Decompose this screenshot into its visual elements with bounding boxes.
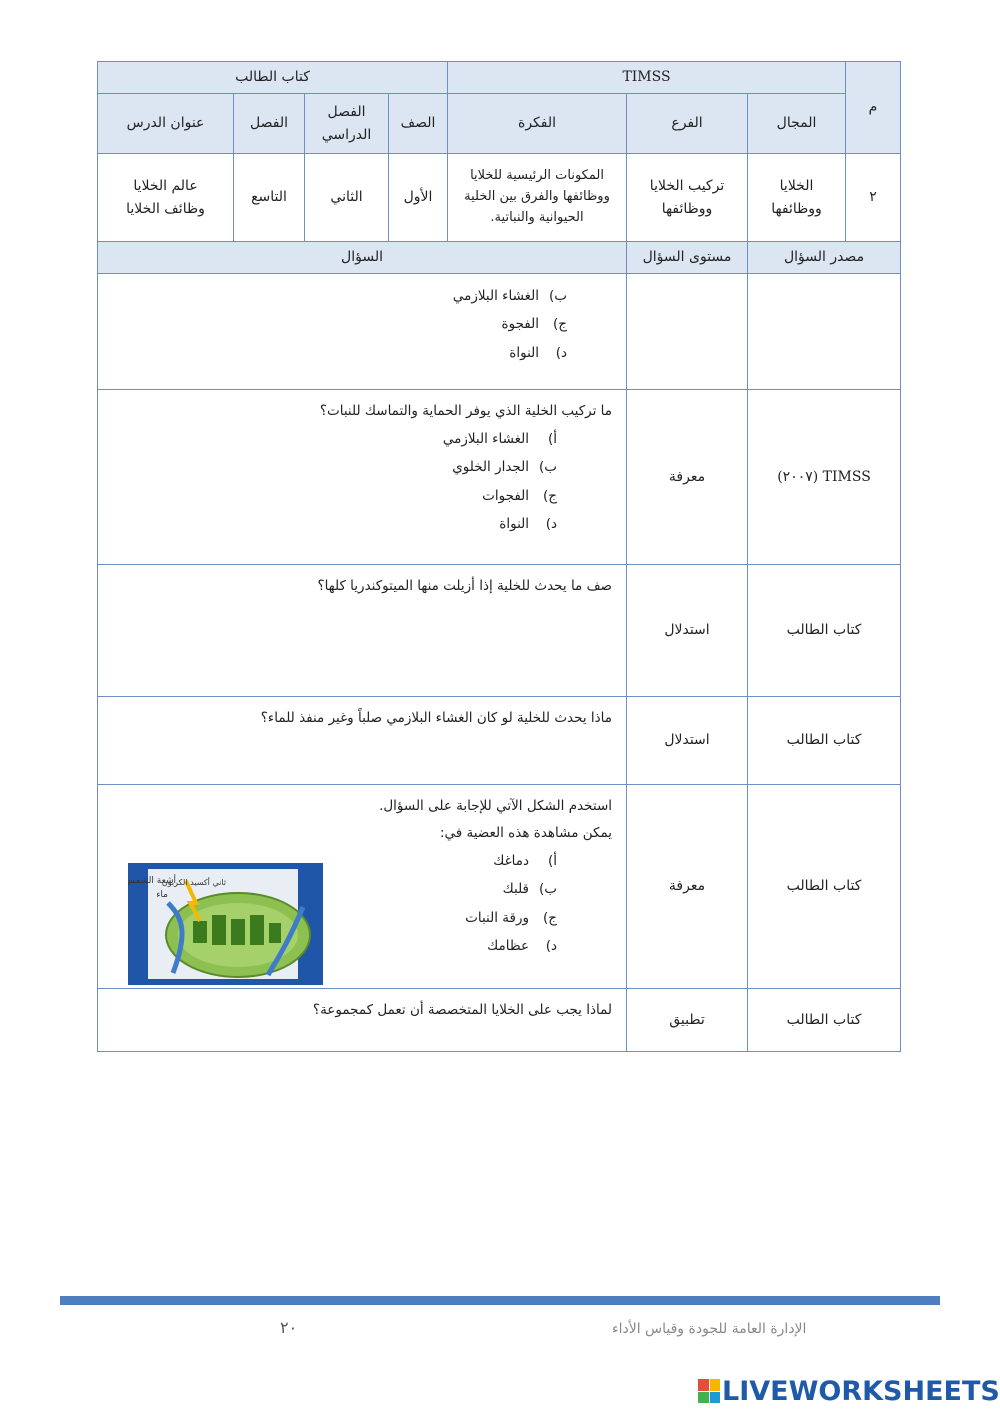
- col-grade-header: الصف: [389, 94, 448, 154]
- source-cell: كتاب الطالب: [748, 697, 901, 785]
- row-number: ٢: [846, 154, 901, 242]
- branch-line-2: ووظائفها: [661, 200, 713, 217]
- footer-organization: الإدارة العامة للجودة وقياس الأداء: [612, 1321, 807, 1337]
- question-table: [97, 61, 901, 1052]
- option: أ)الغشاء البلازمي: [442, 431, 558, 447]
- question-cell: [98, 390, 627, 565]
- idea-line-1: المكونات الرئيسية للخلايا: [470, 168, 604, 184]
- liveworksheets-brand: [698, 1376, 1000, 1406]
- level-cell: معرفة: [627, 785, 748, 989]
- figure-label: ماء: [156, 890, 168, 900]
- option: ب)الغشاء البلازمي: [452, 288, 568, 304]
- figure-label: أشعة الشمس: [128, 876, 176, 886]
- level-cell: تطبيق: [627, 989, 748, 1052]
- level-cell: معرفة: [627, 390, 748, 565]
- source-cell: TIMSS (٢٠٠٧): [748, 390, 901, 565]
- footer-divider: [60, 1296, 940, 1305]
- grade-cell: الأول: [389, 154, 448, 242]
- domain-line-2: ووظائفها: [771, 200, 822, 217]
- chloroplast-figure: [128, 863, 323, 985]
- col-chapter-header: الفصل: [234, 94, 305, 154]
- option: د)النواة: [499, 516, 558, 533]
- source-cell: كتاب الطالب: [748, 785, 901, 989]
- question-cell: [98, 785, 627, 989]
- lesson-line-2: وظائف الخلايا: [126, 200, 205, 217]
- lesson-line-1: عالم الخلايا: [133, 178, 198, 195]
- question-text: لماذا يجب على الخلايا المتخصصة أن تعمل كمجموعة؟: [312, 1002, 613, 1018]
- question-header: السؤال: [98, 242, 627, 274]
- question-text: صف ما يحدث للخلية إذا أزيلت منها الميتوكندريا كلها؟: [317, 578, 613, 594]
- source-header: مصدر السؤال: [748, 242, 901, 274]
- branch-line-1: تركيب الخلايا: [649, 178, 725, 195]
- option: ج)الفجوات: [482, 487, 558, 504]
- source-cell: كتاب الطالب: [748, 989, 901, 1052]
- idea-line-2: ووظائفها والفرق بين الخلية: [464, 189, 610, 205]
- liveworksheets-logo-icon: [698, 1379, 720, 1403]
- col-semester-header: الفصل الدراسي: [305, 94, 389, 154]
- figure-label: ثاني أكسيد الكربون: [161, 878, 226, 887]
- question-text: ما تركيب الخلية الذي يوفر الحماية والتماسك للنبات؟: [319, 403, 613, 419]
- option: أ)دماغك: [493, 853, 558, 869]
- source-cell: [748, 274, 901, 390]
- lesson-cell: [98, 154, 234, 242]
- option: ب)الجدار الخلوي: [452, 459, 558, 476]
- question-subtext: يمكن مشاهدة هذه العضية في:: [439, 825, 613, 841]
- timss-header: TIMSS: [448, 62, 846, 94]
- col-m-header: م: [846, 62, 901, 154]
- option: د)النواة: [509, 344, 568, 361]
- semester-cell: الثاني: [305, 154, 389, 242]
- option: ج)ورقة النبات: [465, 909, 558, 926]
- option: د)عظامك: [487, 938, 558, 955]
- col-branch-header: الفرع: [627, 94, 748, 154]
- option: ج)الفجوة: [501, 316, 568, 333]
- question-cell: [98, 274, 627, 390]
- level-cell: استدلال: [627, 565, 748, 697]
- option: ب)قلبك: [502, 881, 558, 898]
- domain-line-1: الخلايا: [779, 178, 814, 195]
- question-cell: [98, 989, 627, 1052]
- col-lesson-header: عنوان الدرس: [98, 94, 234, 154]
- branch-cell: [627, 154, 748, 242]
- domain-cell: [748, 154, 846, 242]
- col-domain-header: المجال: [748, 94, 846, 154]
- student-book-header: كتاب الطالب: [98, 62, 448, 94]
- idea-cell: [448, 154, 627, 242]
- col-idea-header: الفكرة: [448, 94, 627, 154]
- question-cell: [98, 565, 627, 697]
- question-cell: [98, 697, 627, 785]
- page-number: ٢٠: [280, 1318, 298, 1337]
- chapter-cell: التاسع: [234, 154, 305, 242]
- chloroplast-illustration: [128, 863, 323, 985]
- question-text: استخدم الشكل الآتي للإجابة على السؤال.: [379, 798, 613, 814]
- idea-line-3: الحيوانية والنباتية.: [490, 209, 584, 225]
- level-cell: استدلال: [627, 697, 748, 785]
- level-header: مستوى السؤال: [627, 242, 748, 274]
- level-cell: [627, 274, 748, 390]
- brand-name: LIVEWORKSHEETS: [722, 1375, 1000, 1407]
- source-cell: كتاب الطالب: [748, 565, 901, 697]
- question-text: ماذا يحدث للخلية لو كان الغشاء البلازمي صلباً وغير منفذ للماء؟: [260, 710, 613, 726]
